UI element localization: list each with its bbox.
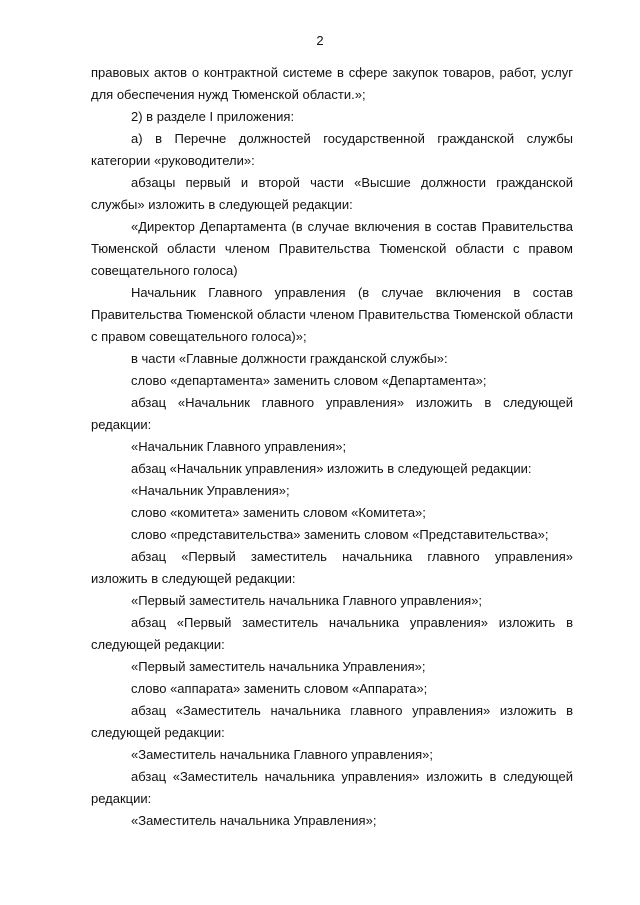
paragraph: «Начальник Управления»; [131,483,290,498]
paragraph: слово «аппарата» заменить словом «Аппарата»; [131,681,428,696]
paragraph: абзац «Первый заместитель начальника управления» изложить в следующей редакции: [91,615,573,652]
paragraph: «Заместитель начальника Управления»; [131,813,377,828]
paragraph: «Заместитель начальника Главного управления»; [131,747,433,762]
paragraph: «Директор Департамента (в случае включения в состав Правительства Тюменской области членом Правительства Тюменской области с правом совещательного голоса) [91,219,573,278]
paragraph: 2) в разделе I приложения: [131,109,295,124]
paragraph: слово «представительства» заменить словом «Представительства»; [131,527,549,542]
paragraph: абзац «Начальник управления» изложить в следующей редакции: [131,461,532,476]
paragraph: Начальник Главного управления (в случае включения в состав Правительства Тюменской области членом Правительства Тюменской области с правом совещательного голоса)»; [91,285,573,344]
document-body [91,62,573,832]
paragraph: правовых актов о контрактной системе в сфере закупок товаров, работ, услуг для обеспечения нужд Тюменской области.»; [91,65,573,102]
paragraph: «Начальник Главного управления»; [131,439,347,454]
paragraph: абзац «Начальник главного управления» изложить в следующей редакции: [91,395,573,432]
paragraph: абзацы первый и второй части «Высшие должности гражданской службы» изложить в следующей редакции: [91,175,573,212]
paragraph: слово «комитета» заменить словом «Комитета»; [131,505,426,520]
paragraph: абзац «Заместитель начальника главного управления» изложить в следующей редакции: [91,703,573,740]
paragraph: слово «департамента» заменить словом «Департамента»; [131,373,487,388]
paragraph: абзац «Первый заместитель начальника главного управления» изложить в следующей редакции: [91,549,573,586]
page-number: 2 [316,33,324,48]
paragraph: абзац «Заместитель начальника управления» изложить в следующей редакции: [91,769,573,806]
paragraph: «Первый заместитель начальника Главного управления»; [131,593,483,608]
paragraph: «Первый заместитель начальника Управления»; [131,659,426,674]
paragraph: в части «Главные должности гражданской службы»: [131,351,448,366]
paragraph: а) в Перечне должностей государственной гражданской службы категории «руководители»: [91,131,573,168]
